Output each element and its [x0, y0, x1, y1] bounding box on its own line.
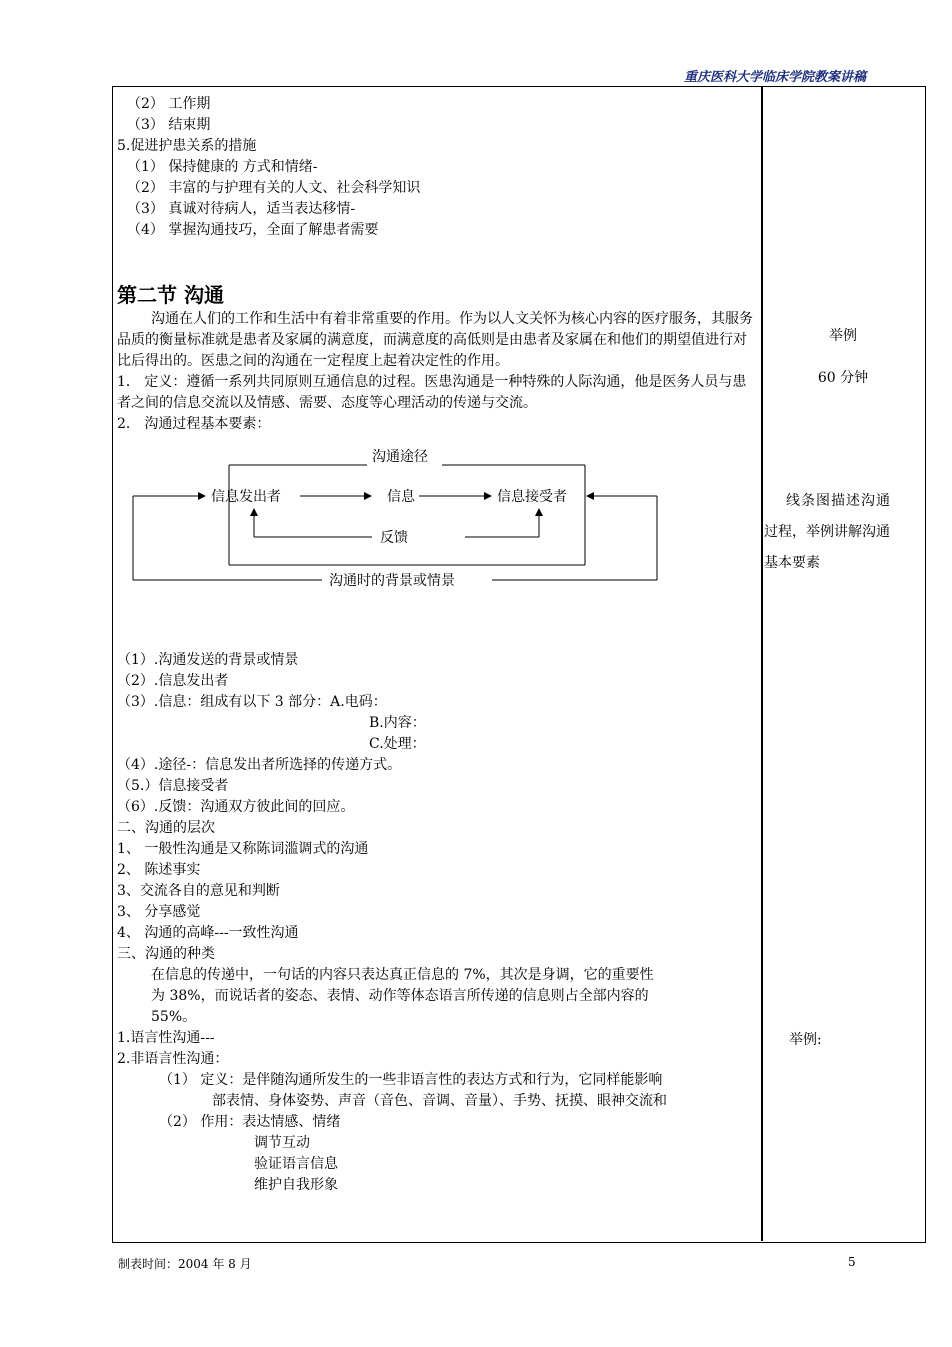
text-line: 55%。 [151, 1009, 197, 1025]
side-note-diagram [762, 486, 924, 579]
text-line: 三、沟通的种类 [117, 946, 215, 962]
text-line: 3、交流各自的意见和判断 [117, 883, 280, 899]
page-header-title: 重庆医科大学临床学院教案讲稿 [683, 70, 866, 85]
text-line: 1.语言性沟通--- [117, 1030, 215, 1046]
text-line: 为 38%，而说话者的姿态、表情、动作等体态语言所传递的信息则占全部内容的 [151, 988, 649, 1004]
text-line: （4） 掌握沟通技巧，全面了解患者需要 [127, 222, 379, 238]
text-line: 二、沟通的层次 [117, 820, 215, 836]
text-line: 在信息的传递中，一句话的内容只表达真正信息的 7%，其次是身调，它的重要性 [151, 967, 654, 983]
text-line: 1、 一般性沟通是又称陈词滥调式的沟通 [117, 841, 369, 857]
text-line: 4、 沟通的高峰---一致性沟通 [117, 925, 299, 941]
text-line: 2.非语言性沟通： [117, 1051, 229, 1067]
text-line: （1） 定义：是伴随沟通所发生的一些非语言性的表达方式和行为，它同样能影响 [159, 1072, 663, 1088]
text-line: （2） 工作期 [127, 96, 211, 112]
text-line: （1）.沟通发送的背景或情景 [117, 652, 299, 668]
text-line: 维护自我形象 [254, 1177, 338, 1193]
text-line: （2）.信息发出者 [117, 673, 229, 689]
text-line: 5.促进护患关系的措施 [117, 138, 257, 154]
text-line: （2） 作用：表达情感、情绪 [159, 1114, 341, 1130]
text-line: （5.）信息接受者 [117, 778, 229, 794]
section-title: 第二节 沟通 [117, 283, 224, 307]
text-line: C.处理： [369, 736, 426, 752]
column-divider [761, 86, 763, 1241]
text-line: 调节互动 [254, 1135, 310, 1151]
text-line: （3）.信息：组成有以下 3 部分：A.电码： [117, 694, 387, 710]
text-line: 3、 分享感觉 [117, 904, 201, 920]
text-line: 2、 陈述事实 [117, 862, 201, 878]
sender-label: 信息发出者 [211, 489, 281, 505]
elements-title: 2． 沟通过程基本要素： [117, 416, 271, 432]
route-label: 沟通途径 [372, 449, 428, 465]
side-note-example: 举例 [829, 328, 857, 344]
text-line: 验证语言信息 [254, 1156, 338, 1172]
footer-date: 制表时间：2004 年 8 月 [118, 1257, 252, 1271]
text-line: （1） 保持健康的 方式和情绪- [127, 159, 318, 175]
route-box [229, 465, 585, 565]
text-line: B.内容： [369, 715, 426, 731]
side-note-line: 过程，举例讲解沟通 [764, 524, 890, 540]
page-number: 5 [848, 1255, 856, 1269]
side-note-line: 基本要素 [764, 555, 820, 571]
feedback-label: 反馈 [380, 530, 408, 546]
text-line: （3） 真诚对待病人，适当表达移情- [127, 201, 356, 217]
side-note-example2: 举例: [789, 1032, 822, 1048]
message-label: 信息 [387, 489, 415, 505]
text-line: （3） 结束期 [127, 117, 211, 133]
definition-paragraph: 1． 定义：遵循一系列共同原则互通信息的过程。医患沟通是一种特殊的人际沟通，他是医务人员与患者之间的信息交流以及情感、需要、态度等心理活动的传递与交流。 [117, 374, 747, 411]
text-line: （6）.反馈：沟通双方彼此间的回应。 [117, 799, 355, 815]
side-note-line: 线条图描述沟通 [786, 493, 891, 509]
text-line: 部表情、身体姿势、声音（音色、音调、音量）、手势、抚摸、眼神交流和 [212, 1093, 667, 1109]
receiver-label: 信息接受者 [497, 489, 567, 505]
text-line: （2） 丰富的与护理有关的人文、社会科学知识 [127, 180, 421, 196]
intro-paragraph: 沟通在人们的工作和生活中有着非常重要的作用。作为以人文关怀为核心内容的医疗服务，其服务品质的衡量标准就是患者及家属的满意度，而满意度的高低则是由患者及家属在和他们的期望值进行对比后得出的。医患之间的沟通在一定程度上起着决定性的作用。 [117, 311, 753, 369]
communication-diagram [117, 435, 759, 650]
context-label: 沟通时的背景或情景 [329, 573, 455, 589]
text-line: （4）.途径-：信息发出者所选择的传递方式。 [117, 757, 402, 773]
main-content [117, 94, 759, 1196]
side-note-duration: 60 分钟 [817, 370, 869, 386]
